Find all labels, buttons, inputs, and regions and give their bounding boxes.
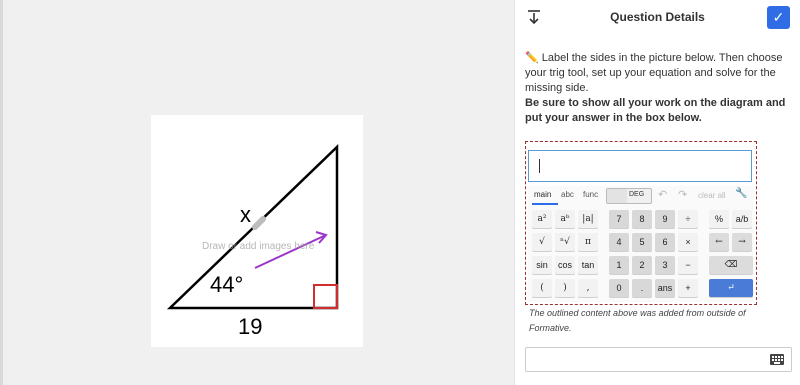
tab-main[interactable]: main <box>534 190 552 199</box>
key-tan[interactable]: tan <box>578 256 598 274</box>
key-sin[interactable]: sin <box>532 256 552 274</box>
key-7[interactable]: 7 <box>609 210 629 228</box>
key-1[interactable]: 1 <box>609 256 629 274</box>
outside-content-caption: The outlined content above was added from outside of Formative. <box>529 308 746 333</box>
base-label: 19 <box>238 314 263 339</box>
key-3[interactable]: 3 <box>655 256 675 274</box>
question-emphasis: Be sure to show all your work on the diagram and put your answer in the box below. <box>525 97 786 124</box>
key-9[interactable]: 9 <box>655 210 675 228</box>
deg-toggle[interactable] <box>606 188 652 204</box>
drawing-canvas[interactable] <box>151 115 363 347</box>
redo-icon[interactable]: ↷ <box>678 189 688 201</box>
key-0[interactable]: 0 <box>609 279 629 297</box>
key-open-paren[interactable]: ( <box>532 279 552 297</box>
key-enter[interactable]: ↵ <box>709 279 753 297</box>
toggle-knob <box>607 189 627 203</box>
key-squared[interactable]: a² <box>532 210 552 228</box>
answer-input[interactable] <box>525 347 792 372</box>
wrench-icon[interactable]: 🔧 <box>735 188 748 199</box>
key-ans[interactable]: ans <box>655 279 675 297</box>
resize-handle[interactable] <box>255 219 263 227</box>
panel-title: Question Details <box>610 10 705 24</box>
key-power[interactable]: aᵇ <box>555 210 575 228</box>
key-sqrt[interactable]: √ <box>532 233 552 251</box>
key-pi[interactable]: π <box>578 233 598 251</box>
keyboard-icon[interactable] <box>770 354 784 365</box>
tab-func[interactable]: func <box>583 190 599 199</box>
undo-icon[interactable]: ↶ <box>658 189 668 201</box>
key-cos[interactable]: cos <box>555 256 575 274</box>
key-4[interactable]: 4 <box>609 233 629 251</box>
embedded-math-box <box>525 141 757 305</box>
tab-abc[interactable]: abc <box>561 190 574 199</box>
key-abs[interactable]: |a| <box>578 210 598 228</box>
deg-label: DEG <box>629 191 645 198</box>
key-backspace[interactable]: ⌫ <box>709 256 753 274</box>
key-multiply[interactable]: × <box>678 233 698 251</box>
key-comma[interactable]: , <box>578 279 598 297</box>
angle-label: 44° <box>210 272 244 297</box>
key-divide[interactable]: ÷ <box>678 210 698 228</box>
question-panel <box>515 0 800 385</box>
math-keyboard <box>528 186 754 302</box>
pane-edge <box>0 0 3 385</box>
key-6[interactable]: 6 <box>655 233 675 251</box>
keyboard-tabs <box>528 186 754 208</box>
check-icon: ✓ <box>772 9 785 25</box>
key-percent[interactable]: % <box>709 210 729 228</box>
triangle-diagram[interactable] <box>151 115 363 347</box>
hypotenuse-label: x <box>240 202 251 227</box>
right-angle-marker <box>314 285 337 308</box>
key-minus[interactable]: − <box>678 256 698 274</box>
text-cursor <box>539 159 540 173</box>
key-decimal[interactable]: . <box>632 279 652 297</box>
clear-all-button[interactable]: clear all <box>698 191 726 200</box>
key-close-paren[interactable]: ) <box>555 279 575 297</box>
key-fraction[interactable]: a/b <box>732 210 752 228</box>
key-left-arrow[interactable]: ← <box>709 233 729 251</box>
question-instructions: ✏️ Label the sides in the picture below. Then choose your trig tool, set up your equation and solve for the missing side. <box>525 52 783 94</box>
active-tab-underline <box>532 203 558 205</box>
key-right-arrow[interactable]: → <box>732 233 752 251</box>
math-input[interactable] <box>528 150 752 182</box>
key-plus[interactable]: + <box>678 279 698 297</box>
key-2[interactable]: 2 <box>632 256 652 274</box>
key-8[interactable]: 8 <box>632 210 652 228</box>
canvas-placeholder: Draw or add images here <box>202 241 315 252</box>
key-nth-root[interactable]: ⁿ√ <box>555 233 575 251</box>
question-text <box>525 51 793 126</box>
done-button[interactable] <box>767 6 790 29</box>
key-5[interactable]: 5 <box>632 233 652 251</box>
